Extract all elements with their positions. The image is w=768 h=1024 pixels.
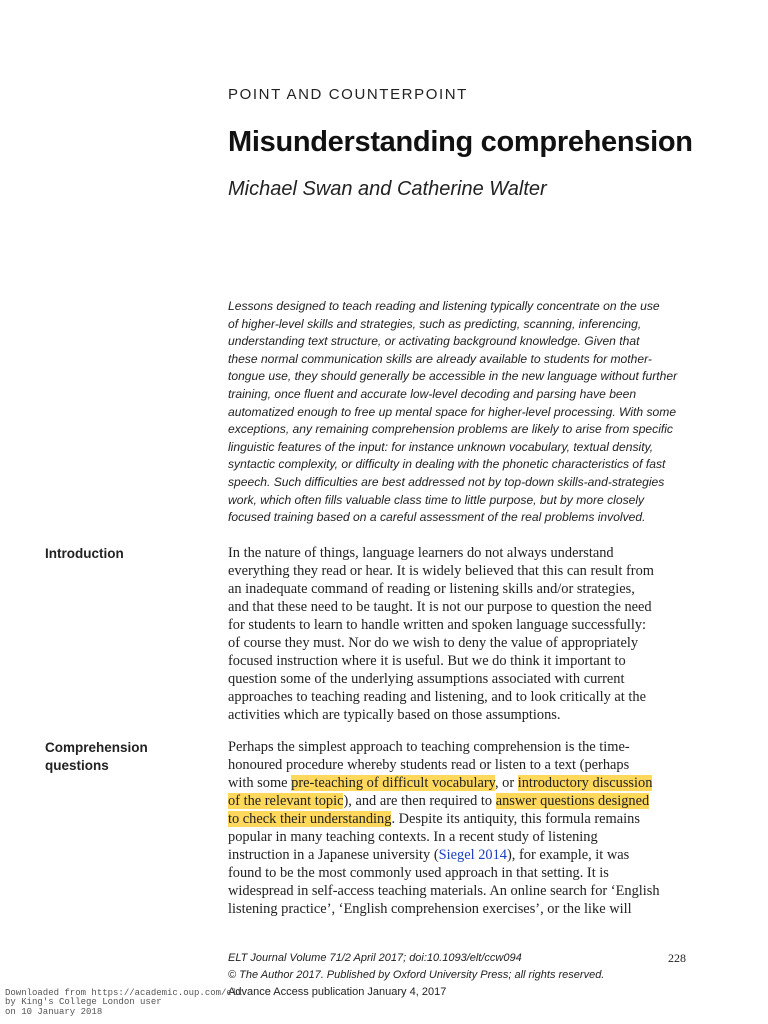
text-run: ), for example, it was: [506, 847, 630, 863]
page-number: 228: [668, 951, 686, 965]
page-footer: [228, 950, 604, 1001]
paragraph-line: for students to learn to handle written and spoken language successfully:: [228, 617, 647, 633]
download-line: on 10 January 2018: [5, 1006, 103, 1017]
paragraph-line: [228, 792, 698, 810]
paragraph-line: [228, 846, 698, 864]
section-kicker: POINT AND COUNTERPOINT: [228, 86, 468, 103]
section-heading-introduction: [45, 545, 124, 563]
abstract-line: syntactic complexity, or difficulty in dealing with the phonetic characteristics of fast: [228, 457, 666, 472]
paragraph-line: widespread in self-access teaching materials. An online search for ‘English: [228, 883, 660, 899]
text-run: instruction in a Japanese university (: [228, 847, 439, 863]
abstract-line: speech. Such difficulties are best addressed not by top-down skills-and-strategies: [228, 474, 665, 489]
advance-access-note: Advance Access publication January 4, 2017: [228, 986, 447, 998]
paragraph-line: and that these need to be taught. It is not our purpose to question the need: [228, 599, 652, 615]
text-run: . Despite its antiquity, this formula remains: [391, 811, 640, 827]
paragraph-line: an inadequate command of reading or listening skills and/or strategies,: [228, 581, 635, 597]
abstract-line: understanding text structure, or activating background knowledge. Given that: [228, 334, 640, 349]
abstract-line: focused training based on a careful assessment of the real problems involved.: [228, 510, 646, 525]
journal-citation: ELT Journal Volume 71/2 April 2017; doi:10.1093/elt/ccw094: [228, 952, 522, 964]
abstract-line: training, once fluent and accurate low-level decoding and parsing have been: [228, 386, 637, 401]
citation-link[interactable]: Siegel 2014: [438, 847, 507, 863]
highlighted-text[interactable]: answer questions designed: [495, 793, 650, 809]
comprehension-paragraph: [228, 738, 698, 918]
highlighted-text[interactable]: to check their understanding: [228, 811, 392, 827]
abstract-line: automatized enough to free up mental space for higher-level processing. With some: [228, 404, 677, 419]
paragraph-line: of course they must. Nor do we wish to deny the value of appropriately: [228, 635, 639, 651]
paragraph-line: In the nature of things, language learners do not always understand: [228, 545, 614, 561]
paragraph-line: focused instruction where it is useful. But we do think it important to: [228, 653, 626, 669]
abstract-line: tongue use, they should generally be accessible in the new language without further: [228, 369, 678, 384]
article-title: Misunderstanding comprehension: [228, 126, 693, 158]
paragraph-line: approaches to teaching reading and listening, and to look critically at the: [228, 689, 646, 705]
paragraph-line: question some of the underlying assumptions associated with current: [228, 671, 625, 687]
section-heading-comprehension-questions: [45, 739, 148, 775]
section-heading-label: Introduction: [45, 546, 124, 561]
highlighted-text[interactable]: introductory discussion: [517, 775, 653, 791]
paragraph-line: activities which are typically based on those assumptions.: [228, 707, 561, 723]
download-watermark: [5, 989, 243, 1017]
paragraph-line: [228, 810, 698, 828]
article-authors: Michael Swan and Catherine Walter: [228, 178, 547, 200]
abstract: [228, 298, 690, 527]
text-run: ), and are then required to: [343, 793, 496, 809]
abstract-line: exceptions, any remaining comprehension problems are likely to arise from specific: [228, 422, 673, 437]
download-line: by King's College London user: [5, 997, 162, 1008]
text-run: , or: [494, 775, 518, 791]
abstract-line: work, which often fills valuable class time to little purpose, but by more closely: [228, 492, 645, 507]
paragraph-line: found to be the most commonly used approach in that setting. It is: [228, 865, 609, 881]
paragraph-line: popular in many teaching contexts. In a recent study of listening: [228, 829, 598, 845]
highlighted-text[interactable]: of the relevant topic: [228, 793, 344, 809]
paragraph-line: everything they read or hear. It is widely believed that this can result from: [228, 563, 654, 579]
paragraph-line: Perhaps the simplest approach to teaching comprehension is the time-: [228, 739, 630, 755]
highlighted-text[interactable]: pre-teaching of difficult vocabulary: [291, 775, 495, 791]
paragraph-line: [228, 774, 698, 792]
download-line: Downloaded from https://academic.oup.com/elt: [5, 988, 243, 998]
copyright-notice: © The Author 2017. Published by Oxford University Press; all rights reserved.: [228, 969, 605, 981]
section-heading-label: questions: [45, 758, 109, 773]
section-heading-label: Comprehension: [45, 740, 148, 755]
abstract-line: of higher-level skills and strategies, such as predicting, scanning, inferencing,: [228, 316, 642, 331]
text-run: with some: [228, 775, 292, 791]
abstract-line: these normal communication skills are already available to students for mother-: [228, 351, 652, 366]
introduction-paragraph: [228, 544, 698, 724]
paragraph-line: honoured procedure whereby students read or listen to a text (perhaps: [228, 757, 630, 773]
paragraph-line: listening practice’, ‘English comprehension exercises’, or the like will: [228, 901, 632, 917]
abstract-line: Lessons designed to teach reading and listening typically concentrate on the use: [228, 299, 660, 313]
abstract-line: linguistic features of the input: for instance unknown vocabulary, textual density,: [228, 439, 654, 454]
